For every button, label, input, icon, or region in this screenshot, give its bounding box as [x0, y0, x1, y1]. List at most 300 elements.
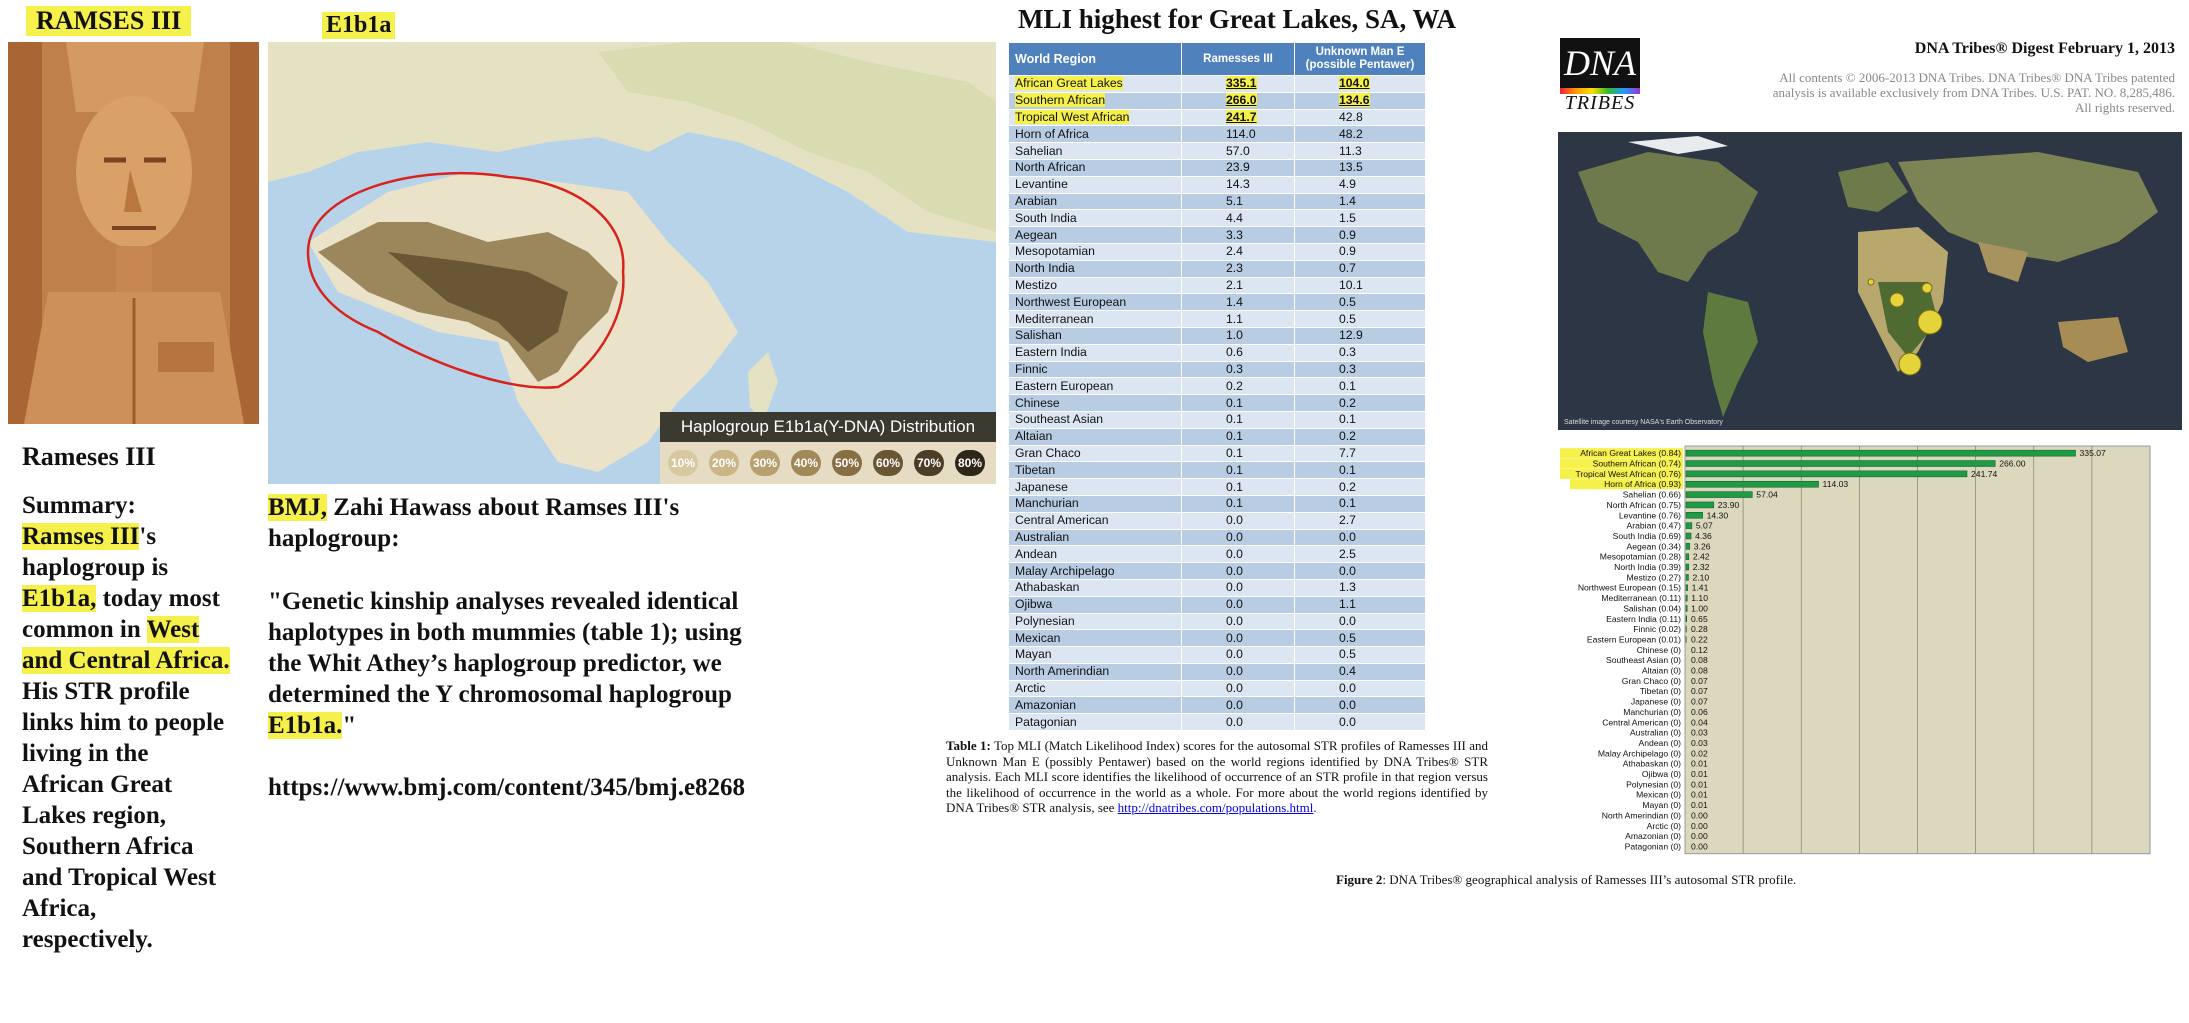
chart-category-label: Southern African (0.74) — [1592, 458, 1681, 469]
table-caption-label: Table 1: — [946, 738, 991, 753]
cell-unknown-man: 0.3 — [1295, 344, 1426, 361]
table-row — [1009, 630, 1426, 647]
cell-ramesses: 0.0 — [1182, 697, 1295, 714]
map-legend — [660, 412, 996, 484]
cell-ramesses: 0.6 — [1182, 344, 1295, 361]
chart-value-label: 1.10 — [1691, 593, 1709, 604]
cell-unknown-man: 0.5 — [1295, 630, 1426, 647]
chart-bar — [1686, 554, 1689, 560]
chart-value-label: 1.00 — [1691, 603, 1708, 614]
cell-ramesses: 0.1 — [1182, 495, 1295, 512]
satellite-credit: Satellite image courtesy NASA's Earth Observatory — [1564, 419, 1723, 426]
cell-unknown-man: 0.1 — [1295, 378, 1426, 395]
logo-dna-text: DNA — [1560, 38, 1640, 88]
table-row — [1009, 193, 1426, 210]
cell-unknown-man: 1.4 — [1295, 193, 1426, 210]
cell-region: Patagonian — [1009, 714, 1182, 731]
cell-unknown-man: 0.1 — [1295, 462, 1426, 479]
cell-region: Chinese — [1009, 395, 1182, 412]
cell-unknown-man: 10.1 — [1295, 277, 1426, 294]
summary-name: Ramses III — [22, 523, 140, 550]
table-row — [1009, 613, 1426, 630]
table-row — [1009, 512, 1426, 529]
cell-unknown-man: 104.0 — [1295, 76, 1426, 93]
cell-region: Athabaskan — [1009, 579, 1182, 596]
chart-value-label: 4.36 — [1695, 530, 1712, 541]
cell-region: Central American — [1009, 512, 1182, 529]
chart-category-label: Mediterranean (0.11) — [1601, 593, 1681, 604]
chart-category-label: Mayan (0) — [1642, 800, 1681, 811]
figure-label: Figure 2 — [1336, 872, 1383, 887]
cell-region: Manchurian — [1009, 495, 1182, 512]
cell-ramesses: 1.4 — [1182, 294, 1295, 311]
chart-value-label: 0.03 — [1691, 727, 1708, 738]
chart-value-label: 5.07 — [1695, 520, 1713, 531]
chart-value-label: 0.01 — [1691, 769, 1708, 780]
table-title: MLI highest for Great Lakes, SA, WA — [1018, 4, 1457, 34]
copyright-notice: All contents © 2006-2013 DNA Tribes. DNA Tribes® DNA Tribes patented analysis is available exclusively from DNA Tribes. U.S. PAT. NO. 8,285,486. All rights reserved. — [1772, 70, 2175, 115]
table-header-unknown-man: Unknown Man E (possible Pentawer) — [1295, 43, 1426, 76]
chart-value-label: 1.41 — [1691, 582, 1709, 593]
ramses-title: RAMSES III — [26, 6, 191, 36]
cell-ramesses: 23.9 — [1182, 159, 1295, 176]
chart-value-label: 2.32 — [1692, 562, 1710, 573]
table-row — [1009, 176, 1426, 193]
chart-bar — [1686, 512, 1703, 518]
chart-bar — [1686, 605, 1687, 611]
legend-title: Haplogroup E1b1a(Y-DNA) Distribution — [660, 412, 996, 442]
cell-unknown-man: 0.0 — [1295, 714, 1426, 731]
logo-tribes-text: TRIBES — [1564, 92, 1636, 114]
bmj-intro-text: Zahi Hawass about Ramses III's haplogroup: — [268, 494, 680, 552]
cell-ramesses: 114.0 — [1182, 126, 1295, 143]
cell-region: Tibetan — [1009, 462, 1182, 479]
cell-ramesses: 0.1 — [1182, 428, 1295, 445]
chart-value-label: 23.90 — [1717, 499, 1740, 510]
chart-category-label: Finnic (0.02) — [1633, 624, 1681, 635]
chart-value-label: 0.22 — [1691, 634, 1708, 645]
summary-text-2: today most common in — [22, 585, 220, 643]
table-row — [1009, 546, 1426, 563]
chart-bar — [1686, 502, 1714, 508]
cell-ramesses: 0.1 — [1182, 445, 1295, 462]
cell-region: Southern African — [1009, 92, 1182, 109]
legend-swatch: 30% — [750, 450, 780, 476]
cell-region: Arabian — [1009, 193, 1182, 210]
table-caption — [946, 738, 1488, 816]
cell-region: Aegean — [1009, 227, 1182, 244]
cell-region: Sahelian — [1009, 143, 1182, 160]
chart-category-label: Mestizo (0.27) — [1626, 572, 1681, 583]
cell-region: Polynesian — [1009, 613, 1182, 630]
table-row — [1009, 495, 1426, 512]
chart-category-label: Levantine (0.76) — [1618, 510, 1681, 521]
legend-swatches — [660, 442, 996, 484]
digest-title: DNA Tribes® Digest February 1, 2013 — [1914, 40, 2175, 57]
cell-region: North Amerindian — [1009, 663, 1182, 680]
cell-ramesses: 0.1 — [1182, 411, 1295, 428]
table-header-ramesses: Ramesses III — [1182, 43, 1295, 76]
cell-ramesses: 14.3 — [1182, 176, 1295, 193]
quote-haplogroup: E1b1a. — [268, 712, 343, 739]
str-bar-chart — [1560, 444, 2160, 864]
cell-region: Andean — [1009, 546, 1182, 563]
cell-ramesses: 335.1 — [1182, 76, 1295, 93]
chart-value-label: 114.03 — [1822, 479, 1849, 490]
chart-value-label: 0.65 — [1691, 613, 1708, 624]
table-row — [1009, 76, 1426, 93]
cell-ramesses: 0.0 — [1182, 663, 1295, 680]
cell-ramesses: 266.0 — [1182, 92, 1295, 109]
table-row — [1009, 411, 1426, 428]
chart-category-label: Mesopotamian (0.28) — [1599, 551, 1681, 562]
summary-haplogroup: E1b1a, — [22, 585, 97, 612]
cell-unknown-man: 0.3 — [1295, 361, 1426, 378]
chart-value-label: 14.30 — [1706, 510, 1729, 521]
cell-unknown-man: 0.5 — [1295, 647, 1426, 664]
cell-unknown-man: 0.2 — [1295, 428, 1426, 445]
legend-swatch: 70% — [914, 450, 944, 476]
cell-region: Mediterranean — [1009, 311, 1182, 328]
cell-unknown-man: 0.1 — [1295, 495, 1426, 512]
haplogroup-distribution-map — [268, 42, 996, 484]
cell-unknown-man: 134.6 — [1295, 92, 1426, 109]
summary-region: West and Central Africa. — [22, 616, 230, 674]
chart-bar — [1686, 564, 1689, 570]
cell-ramesses: 2.1 — [1182, 277, 1295, 294]
legend-swatch: 50% — [832, 450, 862, 476]
table-row — [1009, 143, 1426, 160]
mli-table — [1008, 42, 1426, 731]
table-row — [1009, 344, 1426, 361]
cell-ramesses: 0.1 — [1182, 479, 1295, 496]
legend-swatch: 80% — [955, 450, 985, 476]
cell-unknown-man: 0.9 — [1295, 227, 1426, 244]
figure-caption — [1336, 872, 1796, 888]
cell-region: Mesopotamian — [1009, 243, 1182, 260]
table-row — [1009, 109, 1426, 126]
table-header-region: World Region — [1009, 43, 1182, 76]
table-row — [1009, 647, 1426, 664]
e1b1a-title: E1b1a — [322, 12, 395, 39]
chart-bar — [1686, 616, 1687, 622]
summary-text — [22, 490, 232, 955]
legend-swatch: 60% — [873, 450, 903, 476]
chart-category-label: Andean (0) — [1638, 737, 1681, 748]
cell-unknown-man: 12.9 — [1295, 327, 1426, 344]
name-heading: Rameses III — [22, 442, 156, 471]
cell-region: Horn of Africa — [1009, 126, 1182, 143]
cell-unknown-man: 0.4 — [1295, 663, 1426, 680]
chart-category-label: Eastern India (0.11) — [1606, 613, 1681, 624]
table-row — [1009, 596, 1426, 613]
cell-ramesses: 1.0 — [1182, 327, 1295, 344]
chart-category-label: Arctic (0) — [1646, 820, 1681, 831]
table-row — [1009, 311, 1426, 328]
chart-category-label: Tibetan (0) — [1639, 686, 1681, 697]
chart-value-label: 2.10 — [1692, 572, 1710, 583]
cell-ramesses: 0.0 — [1182, 613, 1295, 630]
chart-bar — [1686, 450, 2076, 456]
chart-value-label: 0.06 — [1691, 706, 1708, 717]
cell-ramesses: 0.0 — [1182, 579, 1295, 596]
cell-unknown-man: 2.7 — [1295, 512, 1426, 529]
cell-unknown-man: 2.5 — [1295, 546, 1426, 563]
cell-unknown-man: 1.1 — [1295, 596, 1426, 613]
chart-category-label: Aegean (0.34) — [1626, 541, 1681, 552]
table-row — [1009, 92, 1426, 109]
table-caption-text: Top MLI (Match Likelihood Index) scores for the autosomal STR profiles of Ramesses III and Unknown Man E (possibly Pentawer) based on the world regions identified by DNA Tribes® STR analysis. Each MLI score identifies the likelihood of occurrence of an STR profile in that region versus the likelihood of occurrence in the world as a whole. For more about the world regions identified by DNA Tribes® STR analysis, see — [946, 738, 1489, 815]
cell-region: African Great Lakes — [1009, 76, 1182, 93]
world-satellite-map — [1558, 132, 2182, 430]
chart-category-label: Ojibwa (0) — [1641, 769, 1681, 780]
cell-region: Southeast Asian — [1009, 411, 1182, 428]
cell-ramesses: 0.0 — [1182, 630, 1295, 647]
cell-region: Mayan — [1009, 647, 1182, 664]
bmj-source: BMJ, — [268, 494, 328, 521]
cell-unknown-man: 0.0 — [1295, 613, 1426, 630]
summary-text-1: 's haplogroup is — [22, 523, 169, 581]
bmj-quote — [268, 586, 748, 741]
cell-unknown-man: 48.2 — [1295, 126, 1426, 143]
chart-category-label: Gran Chaco (0) — [1621, 675, 1681, 686]
chart-category-label: Southeast Asian (0) — [1605, 655, 1681, 666]
cell-region: Eastern India — [1009, 344, 1182, 361]
cell-ramesses: 0.0 — [1182, 647, 1295, 664]
legend-swatch: 20% — [709, 450, 739, 476]
cell-region: Altaian — [1009, 428, 1182, 445]
chart-value-label: 3.26 — [1693, 541, 1711, 552]
summary-label: Summary: — [22, 492, 136, 519]
chart-category-label: Arabian (0.47) — [1626, 520, 1681, 531]
table-row — [1009, 210, 1426, 227]
cell-region: Australian — [1009, 529, 1182, 546]
table-row — [1009, 529, 1426, 546]
cell-ramesses: 241.7 — [1182, 109, 1295, 126]
table-row — [1009, 579, 1426, 596]
chart-category-label: North India (0.39) — [1614, 562, 1681, 573]
figure-text: : DNA Tribes® geographical analysis of Ramesses III’s autosomal STR profile. — [1382, 872, 1797, 887]
chart-value-label: 0.00 — [1691, 820, 1708, 831]
chart-value-label: 0.08 — [1691, 665, 1708, 676]
chart-bar — [1686, 574, 1688, 580]
bmj-intro — [268, 492, 738, 554]
table-row — [1009, 294, 1426, 311]
chart-value-label: 0.00 — [1691, 810, 1708, 821]
chart-value-label: 0.07 — [1691, 686, 1708, 697]
chart-bar — [1686, 481, 1819, 487]
cell-unknown-man: 1.5 — [1295, 210, 1426, 227]
cell-region: Salishan — [1009, 327, 1182, 344]
cell-ramesses: 0.0 — [1182, 512, 1295, 529]
cell-ramesses: 0.3 — [1182, 361, 1295, 378]
chart-bar — [1686, 595, 1687, 601]
table-row — [1009, 462, 1426, 479]
cell-unknown-man: 1.3 — [1295, 579, 1426, 596]
table-row — [1009, 159, 1426, 176]
cell-region: Tropical West African — [1009, 109, 1182, 126]
cell-unknown-man: 0.0 — [1295, 680, 1426, 697]
chart-value-label: 0.01 — [1691, 758, 1708, 769]
cell-ramesses: 57.0 — [1182, 143, 1295, 160]
chart-category-label: Tropical West African (0.76) — [1575, 468, 1681, 479]
cell-unknown-man: 42.8 — [1295, 109, 1426, 126]
cell-ramesses: 5.1 — [1182, 193, 1295, 210]
table-row — [1009, 714, 1426, 731]
cell-ramesses: 0.0 — [1182, 714, 1295, 731]
chart-value-label: 266.00 — [1999, 458, 2026, 469]
chart-category-label: South India (0.69) — [1612, 530, 1681, 541]
cell-region: South India — [1009, 210, 1182, 227]
chart-category-label: North African (0.75) — [1606, 499, 1681, 510]
cell-unknown-man: 0.7 — [1295, 260, 1426, 277]
chart-value-label: 0.01 — [1691, 800, 1708, 811]
cell-region: Levantine — [1009, 176, 1182, 193]
cell-region: Amazonian — [1009, 697, 1182, 714]
cell-ramesses: 2.4 — [1182, 243, 1295, 260]
legend-swatch: 40% — [791, 450, 821, 476]
cell-region: Mestizo — [1009, 277, 1182, 294]
chart-value-label: 0.01 — [1691, 779, 1708, 790]
chart-category-label: Chinese (0) — [1636, 644, 1681, 655]
table-row — [1009, 395, 1426, 412]
cell-unknown-man: 0.0 — [1295, 563, 1426, 580]
chart-value-label: 0.07 — [1691, 696, 1708, 707]
chart-category-label: Altaian (0) — [1641, 665, 1681, 676]
chart-value-label: 241.74 — [1971, 468, 1998, 479]
table-row — [1009, 126, 1426, 143]
chart-category-label: North Amerindian (0) — [1601, 810, 1681, 821]
table-row — [1009, 479, 1426, 496]
cell-ramesses: 0.1 — [1182, 395, 1295, 412]
chart-value-label: 2.42 — [1692, 551, 1710, 562]
table-row — [1009, 428, 1426, 445]
cell-unknown-man: 0.0 — [1295, 697, 1426, 714]
chart-category-label: Northwest European (0.15) — [1577, 582, 1681, 593]
cell-region: Ojibwa — [1009, 596, 1182, 613]
table-row — [1009, 243, 1426, 260]
chart-bar — [1686, 585, 1688, 591]
chart-bar — [1686, 533, 1691, 539]
table-row — [1009, 563, 1426, 580]
chart-bar — [1686, 543, 1690, 549]
dna-tribes-logo — [1560, 38, 1640, 112]
cell-ramesses: 2.3 — [1182, 260, 1295, 277]
chart-value-label: 335.07 — [2079, 448, 2106, 459]
chart-category-label: Horn of Africa (0.93) — [1604, 479, 1681, 490]
cell-unknown-man: 0.0 — [1295, 529, 1426, 546]
table-row — [1009, 227, 1426, 244]
chart-value-label: 0.04 — [1691, 717, 1708, 728]
chart-value-label: 0.01 — [1691, 789, 1708, 800]
cell-unknown-man: 11.3 — [1295, 143, 1426, 160]
cell-ramesses: 0.1 — [1182, 462, 1295, 479]
cell-unknown-man: 0.2 — [1295, 395, 1426, 412]
cell-unknown-man: 0.5 — [1295, 311, 1426, 328]
chart-category-label: Japanese (0) — [1630, 696, 1681, 707]
table-caption-end: . — [1313, 800, 1317, 815]
cell-ramesses: 0.0 — [1182, 546, 1295, 563]
cell-unknown-man: 0.2 — [1295, 479, 1426, 496]
cell-region: North African — [1009, 159, 1182, 176]
chart-category-label: Athabaskan (0) — [1622, 758, 1681, 769]
quote-close: " — [342, 712, 357, 739]
chart-bar — [1686, 523, 1692, 529]
chart-category-label: Australian (0) — [1629, 727, 1681, 738]
cell-region: Malay Archipelago — [1009, 563, 1182, 580]
cell-unknown-man: 0.9 — [1295, 243, 1426, 260]
chart-category-label: Patagonian (0) — [1624, 841, 1681, 852]
cell-region: Arctic — [1009, 680, 1182, 697]
table-row — [1009, 697, 1426, 714]
chart-category-label: Mexican (0) — [1636, 789, 1681, 800]
cell-region: Japanese — [1009, 479, 1182, 496]
cell-ramesses: 1.1 — [1182, 311, 1295, 328]
chart-category-label: Manchurian (0) — [1623, 706, 1681, 717]
chart-value-label: 57.04 — [1756, 489, 1778, 500]
table-row — [1009, 663, 1426, 680]
cell-region: Gran Chaco — [1009, 445, 1182, 462]
ramses-statue-image — [8, 42, 259, 424]
chart-bar — [1686, 461, 1995, 467]
cell-region: Eastern European — [1009, 378, 1182, 395]
table-row — [1009, 378, 1426, 395]
chart-value-label: 0.00 — [1691, 841, 1708, 852]
cell-region: North India — [1009, 260, 1182, 277]
chart-category-label: African Great Lakes (0.84) — [1580, 448, 1681, 459]
cell-unknown-man: 4.9 — [1295, 176, 1426, 193]
chart-value-label: 0.03 — [1691, 737, 1708, 748]
cell-ramesses: 0.0 — [1182, 596, 1295, 613]
chart-value-label: 0.08 — [1691, 655, 1708, 666]
chart-category-label: Salishan (0.04) — [1623, 603, 1681, 614]
chart-category-label: Sahelian (0.66) — [1622, 489, 1681, 500]
quote-text: "Genetic kinship analyses revealed identical haplotypes in both mummies (table 1); using the Whit Athey’s haplogroup predictor, we determined the Y chromosomal haplogroup — [268, 588, 742, 708]
chart-value-label: 0.12 — [1691, 644, 1708, 655]
chart-category-label: Malay Archipelago (0) — [1597, 748, 1681, 759]
cell-region: Finnic — [1009, 361, 1182, 378]
legend-swatch: 10% — [668, 450, 698, 476]
cell-unknown-man: 13.5 — [1295, 159, 1426, 176]
chart-category-label: Amazonian (0) — [1625, 831, 1681, 842]
chart-value-label: 0.00 — [1691, 831, 1708, 842]
cell-ramesses: 3.3 — [1182, 227, 1295, 244]
chart-bar — [1686, 471, 1967, 477]
cell-unknown-man: 0.5 — [1295, 294, 1426, 311]
chart-value-label: 0.28 — [1691, 624, 1708, 635]
cell-ramesses: 0.2 — [1182, 378, 1295, 395]
table-row — [1009, 327, 1426, 344]
table-row — [1009, 260, 1426, 277]
chart-value-label: 0.02 — [1691, 748, 1708, 759]
bmj-url: https://www.bmj.com/content/345/bmj.e8268 — [268, 774, 746, 801]
cell-ramesses: 0.0 — [1182, 529, 1295, 546]
cell-ramesses: 0.0 — [1182, 680, 1295, 697]
cell-unknown-man: 7.7 — [1295, 445, 1426, 462]
cell-ramesses: 4.4 — [1182, 210, 1295, 227]
table-row — [1009, 680, 1426, 697]
populations-link[interactable]: http://dnatribes.com/populations.html — [1117, 800, 1314, 815]
cell-region: Mexican — [1009, 630, 1182, 647]
chart-bar — [1686, 492, 1752, 498]
table-row — [1009, 361, 1426, 378]
cell-ramesses: 0.0 — [1182, 563, 1295, 580]
summary-text-3: His STR profile links him to people living in the African Great Lakes region, Southern Africa and Tropical West Africa, respectively. — [22, 678, 225, 953]
chart-category-label: Polynesian (0) — [1626, 779, 1681, 790]
chart-category-label: Central American (0) — [1602, 717, 1681, 728]
chart-value-label: 0.07 — [1691, 675, 1708, 686]
table-row — [1009, 277, 1426, 294]
